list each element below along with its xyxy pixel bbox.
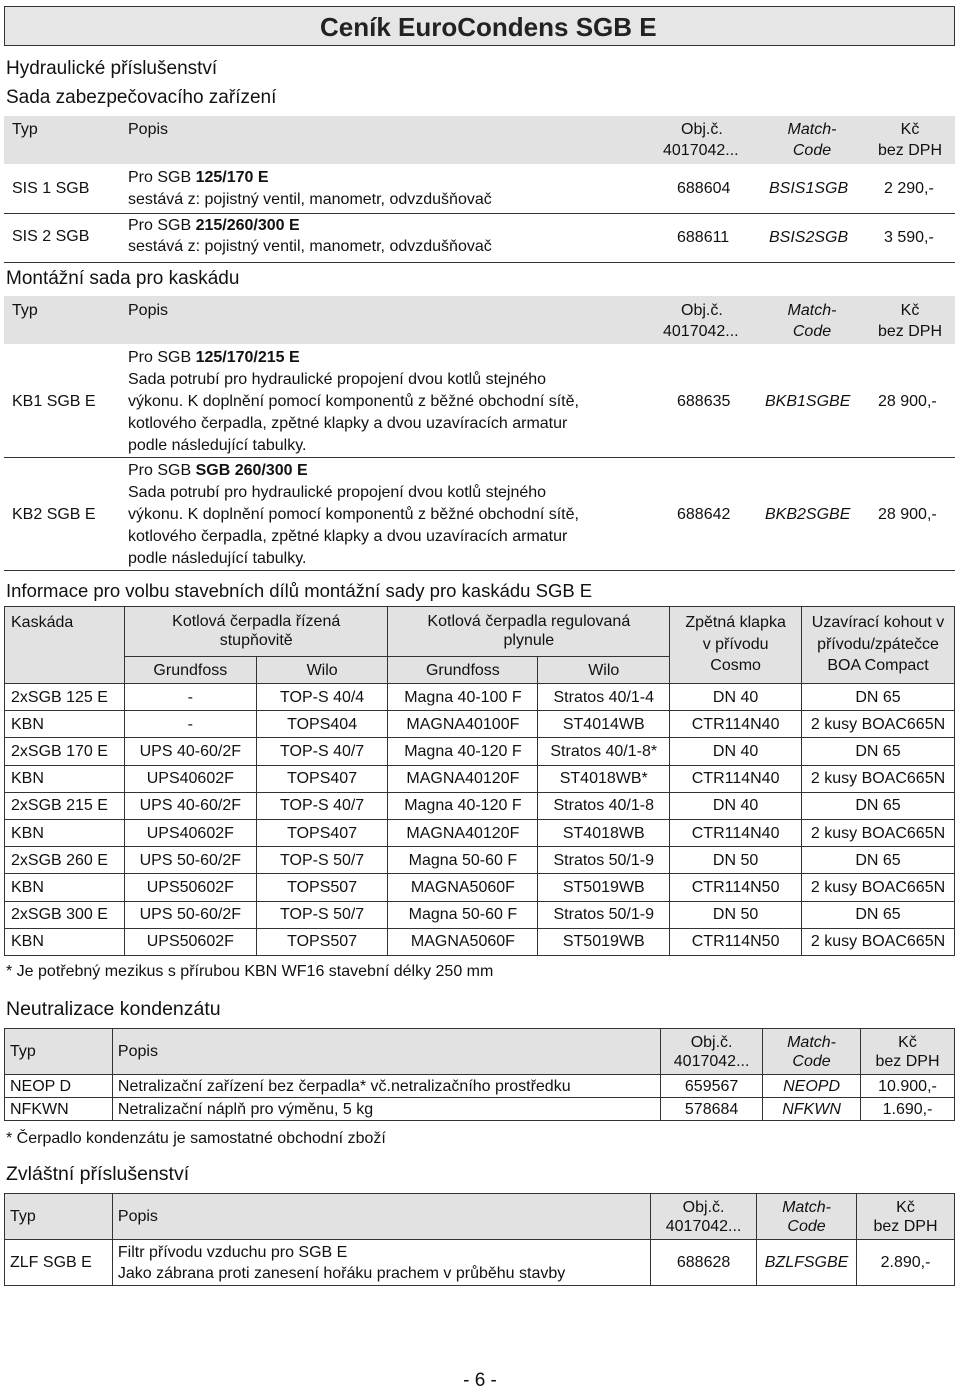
info-cell: 2 kusy BOAC665N <box>802 928 955 955</box>
info-cell: DN 50 <box>670 847 802 874</box>
info-cell: KBN <box>5 711 125 738</box>
cas-col-match1: Match- <box>787 302 837 319</box>
table-row <box>5 1098 955 1121</box>
cas-row2-typ: KB2 SGB E <box>12 506 96 523</box>
cas-row1-line1: Pro SGB 125/170/215 E <box>128 349 300 366</box>
neu-row2-code: NFKWN <box>763 1098 861 1121</box>
hyd-row2-price: 3 590,- <box>884 229 934 246</box>
cas-row1-obj: 688635 <box>677 393 731 410</box>
info-cell: MAGNA40120F <box>388 819 538 846</box>
table-row <box>5 928 955 955</box>
neu-row2-price: 1.690,- <box>861 1098 955 1121</box>
info-cell: DN 65 <box>802 738 955 765</box>
divider <box>4 213 955 214</box>
hyd-row1-line1: Pro SGB 125/170 E <box>128 169 269 186</box>
divider <box>4 570 955 571</box>
info-cell: TOPS407 <box>256 819 388 846</box>
hyd-row2-line1: Pro SGB 215/260/300 E <box>128 217 300 234</box>
table-row <box>5 765 955 792</box>
info-cell: 2xSGB 300 E <box>5 901 125 928</box>
neutral-footnote: * Čerpadlo kondenzátu je samostatné obchodní zboží <box>6 1130 386 1147</box>
info-cell: ST4018WB <box>538 819 670 846</box>
info-col-wilo-1: Wilo <box>256 657 388 684</box>
divider <box>4 262 955 263</box>
info-cell: Magna 50-60 F <box>388 847 538 874</box>
hyd-col-match1: Match- <box>787 121 837 138</box>
info-cell: Stratos 40/1-4 <box>538 684 670 711</box>
table-row <box>5 874 955 901</box>
hydraulic-subheading: Sada zabezpečovacího zařízení <box>6 87 277 108</box>
info-col-kaskada: Kaskáda <box>5 607 125 684</box>
neu-col-kc: Kč bez DPH <box>861 1029 955 1075</box>
cas-col-kc1: Kč <box>900 302 920 319</box>
neu-col-obj: Obj.č. 4017042... <box>661 1029 763 1075</box>
info-cell: 2 kusy BOAC665N <box>802 711 955 738</box>
table-row <box>5 847 955 874</box>
page-title: Ceník EuroCondens SGB E <box>320 12 657 42</box>
cas-row1-line4: kotlového čerpadla, zpětné klapky a dvou uzavíracích armatur <box>128 415 568 432</box>
neu-row1-code: NEOPD <box>763 1075 861 1098</box>
info-cell: 2 kusy BOAC665N <box>802 819 955 846</box>
hyd-col-obj2: 4017042... <box>663 142 739 159</box>
divider <box>4 457 955 458</box>
cas-row2-line4: kotlového čerpadla, zpětné klapky a dvou uzavíracích armatur <box>128 528 568 545</box>
info-cell: DN 40 <box>670 684 802 711</box>
info-cell: Stratos 50/1-9 <box>538 901 670 928</box>
cas-row1-typ: KB1 SGB E <box>12 393 96 410</box>
info-cell: TOP-S 40/7 <box>256 738 388 765</box>
info-cell: Magna 40-100 F <box>388 684 538 711</box>
cascade-heading: Montážní sada pro kaskádu <box>6 268 240 289</box>
info-cell: TOPS507 <box>256 928 388 955</box>
info-cell: KBN <box>5 874 125 901</box>
hyd-col-typ: Typ <box>12 121 38 138</box>
cas-row2-code: BKB2SGBE <box>765 506 851 523</box>
neu-col-popis: Popis <box>112 1029 660 1075</box>
info-col-stepped: Kotlová čerpadla řízená stupňovitě <box>124 607 388 657</box>
info-col-smooth: Kotlová čerpadla regulovaná plynule <box>388 607 670 657</box>
neu-col-typ: Typ <box>5 1029 113 1075</box>
info-cell: KBN <box>5 765 125 792</box>
hyd-row2-line2: sestává z: pojistný ventil, manometr, odvzdušňovač <box>128 238 492 255</box>
neu-row1-obj: 659567 <box>661 1075 763 1098</box>
hyd-row1-typ: SIS 1 SGB <box>12 180 90 197</box>
spe-row1-obj: 688628 <box>651 1240 757 1286</box>
info-cell: ST4018WB* <box>538 765 670 792</box>
hyd-col-kc2: bez DPH <box>877 142 943 159</box>
info-cell: CTR114N40 <box>670 819 802 846</box>
info-cell: Stratos 50/1-9 <box>538 847 670 874</box>
info-cell: KBN <box>5 819 125 846</box>
neu-row1-typ: NEOP D <box>5 1075 113 1098</box>
cas-row1-price: 28 900,- <box>878 393 937 410</box>
spe-col-kc: Kč bez DPH <box>857 1194 955 1240</box>
cas-row2-line3: výkonu. K doplnění pomocí komponentů z běžné obchodní sítě, <box>128 506 579 523</box>
info-cell: DN 40 <box>670 792 802 819</box>
info-cell: UPS50602F <box>124 874 256 901</box>
info-col-wilo-2: Wilo <box>538 657 670 684</box>
info-cell: ST5019WB <box>538 874 670 901</box>
info-heading: Informace pro volbu stavebních dílů montážní sady pro kaskádu SGB E <box>6 580 593 601</box>
hyd-col-obj1: Obj.č. <box>681 121 723 138</box>
table-row <box>5 738 955 765</box>
info-cell: 2xSGB 260 E <box>5 847 125 874</box>
spe-row1-price: 2.890,- <box>857 1240 955 1286</box>
spe-row1-typ: ZLF SGB E <box>5 1240 113 1286</box>
info-cell: ST4014WB <box>538 711 670 738</box>
table-row <box>5 1075 955 1098</box>
spe-col-popis: Popis <box>112 1194 650 1240</box>
cas-col-obj1: Obj.č. <box>681 302 723 319</box>
info-cell: DN 65 <box>802 901 955 928</box>
cas-col-kc2: bez DPH <box>877 323 943 340</box>
hyd-col-popis: Popis <box>128 121 169 138</box>
info-cell: DN 65 <box>802 684 955 711</box>
info-col-grundfos-1: Grundfoss <box>124 657 256 684</box>
hyd-row2-code: BSIS2SGB <box>769 229 849 246</box>
table-row <box>5 792 955 819</box>
info-cell: TOP-S 40/4 <box>256 684 388 711</box>
info-footnote: * Je potřebný mezikus s přírubou KBN WF16 stavební délky 250 mm <box>6 963 494 980</box>
info-cell: - <box>124 684 256 711</box>
info-cell: Magna 40-120 F <box>388 738 538 765</box>
info-cell: CTR114N40 <box>670 765 802 792</box>
info-cell: TOPS507 <box>256 874 388 901</box>
spe-col-obj: Obj.č. 4017042... <box>651 1194 757 1240</box>
info-cell: MAGNA40120F <box>388 765 538 792</box>
info-cell: 2 kusy BOAC665N <box>802 874 955 901</box>
info-cell: Stratos 40/1-8 <box>538 792 670 819</box>
neu-row2-popis: Netralizační náplň pro výměnu, 5 kg <box>112 1098 660 1121</box>
hyd-row1-price: 2 290,- <box>884 180 934 197</box>
table-row <box>5 901 955 928</box>
spe-col-match: Match- Code <box>757 1194 857 1240</box>
info-cell: MAGNA5060F <box>388 928 538 955</box>
info-cell: UPS40602F <box>124 819 256 846</box>
info-cell: UPS 50-60/2F <box>124 847 256 874</box>
hyd-row1-code: BSIS1SGB <box>769 180 849 197</box>
info-cell: ST5019WB <box>538 928 670 955</box>
info-cell: 2xSGB 170 E <box>5 738 125 765</box>
info-cell: CTR114N40 <box>670 711 802 738</box>
info-cell: TOPS404 <box>256 711 388 738</box>
info-cell: UPS40602F <box>124 765 256 792</box>
hyd-col-kc1: Kč <box>900 121 920 138</box>
neu-row1-price: 10.900,- <box>861 1075 955 1098</box>
info-cell: UPS 40-60/2F <box>124 792 256 819</box>
info-cell: TOP-S 40/7 <box>256 792 388 819</box>
table-row <box>5 819 955 846</box>
spe-col-typ: Typ <box>5 1194 113 1240</box>
info-cell: MAGNA40100F <box>388 711 538 738</box>
neutral-table <box>4 1028 955 1121</box>
info-cell: 2xSGB 215 E <box>5 792 125 819</box>
info-cell: TOP-S 50/7 <box>256 847 388 874</box>
cascade-info-table <box>4 606 955 956</box>
cas-row2-line1: Pro SGB SGB 260/300 E <box>128 462 308 479</box>
info-cell: TOPS407 <box>256 765 388 792</box>
info-cell: - <box>124 711 256 738</box>
info-cell: KBN <box>5 928 125 955</box>
info-cell: UPS 50-60/2F <box>124 901 256 928</box>
neu-row2-obj: 578684 <box>661 1098 763 1121</box>
page-number: - 6 - <box>463 1370 497 1391</box>
info-cell: CTR114N50 <box>670 874 802 901</box>
cas-row2-obj: 688642 <box>677 506 731 523</box>
hydraulic-heading: Hydraulické příslušenství <box>6 58 218 79</box>
cas-row2-line5: podle následující tabulky. <box>128 550 307 567</box>
info-cell: DN 65 <box>802 792 955 819</box>
cas-col-popis: Popis <box>128 302 169 319</box>
special-table <box>4 1193 955 1286</box>
cas-row1-line5: podle následující tabulky. <box>128 437 307 454</box>
info-cell: CTR114N50 <box>670 928 802 955</box>
info-cell: DN 65 <box>802 847 955 874</box>
info-cell: Magna 50-60 F <box>388 901 538 928</box>
cas-row2-line2: Sada potrubí pro hydraulické propojení dvou kotlů stejného <box>128 484 547 501</box>
info-cell: MAGNA5060F <box>388 874 538 901</box>
hyd-row1-obj: 688604 <box>677 180 731 197</box>
info-col-valve: Uzavírací kohout v přívodu/zpátečce BOA Compact <box>802 607 955 684</box>
spe-row1-popis: Filtr přívodu vzduchu pro SGB E Jako zábrana proti zanesení hořáku prachem v průběhu stavby <box>112 1240 650 1286</box>
neu-row1-popis: Netralizační zařízení bez čerpadla* vč.netralizačního prostředku <box>112 1075 660 1098</box>
neu-row2-typ: NFKWN <box>5 1098 113 1121</box>
hyd-row1-line2: sestává z: pojistný ventil, manometr, odvzdušňovač <box>128 191 492 208</box>
info-cell: UPS 40-60/2F <box>124 738 256 765</box>
table-row <box>5 711 955 738</box>
cas-col-obj2: 4017042... <box>663 323 739 340</box>
neutral-heading: Neutralizace kondenzátu <box>6 998 221 1020</box>
info-cell: 2 kusy BOAC665N <box>802 765 955 792</box>
cas-col-typ: Typ <box>12 302 38 319</box>
cas-row1-code: BKB1SGBE <box>765 393 851 410</box>
spe-row1-code: BZLFSGBE <box>757 1240 857 1286</box>
neu-col-match: Match- Code <box>763 1029 861 1075</box>
cas-row1-line3: výkonu. K doplnění pomocí komponentů z běžné obchodní sítě, <box>128 393 579 410</box>
cas-row1-line2: Sada potrubí pro hydraulické propojení dvou kotlů stejného <box>128 371 547 388</box>
info-cell: TOP-S 50/7 <box>256 901 388 928</box>
info-cell: UPS50602F <box>124 928 256 955</box>
table-row <box>5 1240 955 1286</box>
cas-row2-price: 28 900,- <box>878 506 937 523</box>
info-col-grundfos-2: Grundfoss <box>388 657 538 684</box>
info-cell: 2xSGB 125 E <box>5 684 125 711</box>
hyd-col-match2: Code <box>792 142 832 159</box>
info-cell: Stratos 40/1-8* <box>538 738 670 765</box>
hyd-row2-typ: SIS 2 SGB <box>12 228 90 245</box>
info-cell: DN 50 <box>670 901 802 928</box>
special-heading: Zvláštní příslušenství <box>6 1163 190 1185</box>
info-cell: Magna 40-120 F <box>388 792 538 819</box>
info-cell: DN 40 <box>670 738 802 765</box>
info-col-check: Zpětná klapka v přívodu Cosmo <box>670 607 802 684</box>
hyd-row2-obj: 688611 <box>677 229 730 246</box>
table-row <box>5 684 955 711</box>
cas-col-match2: Code <box>792 323 832 340</box>
